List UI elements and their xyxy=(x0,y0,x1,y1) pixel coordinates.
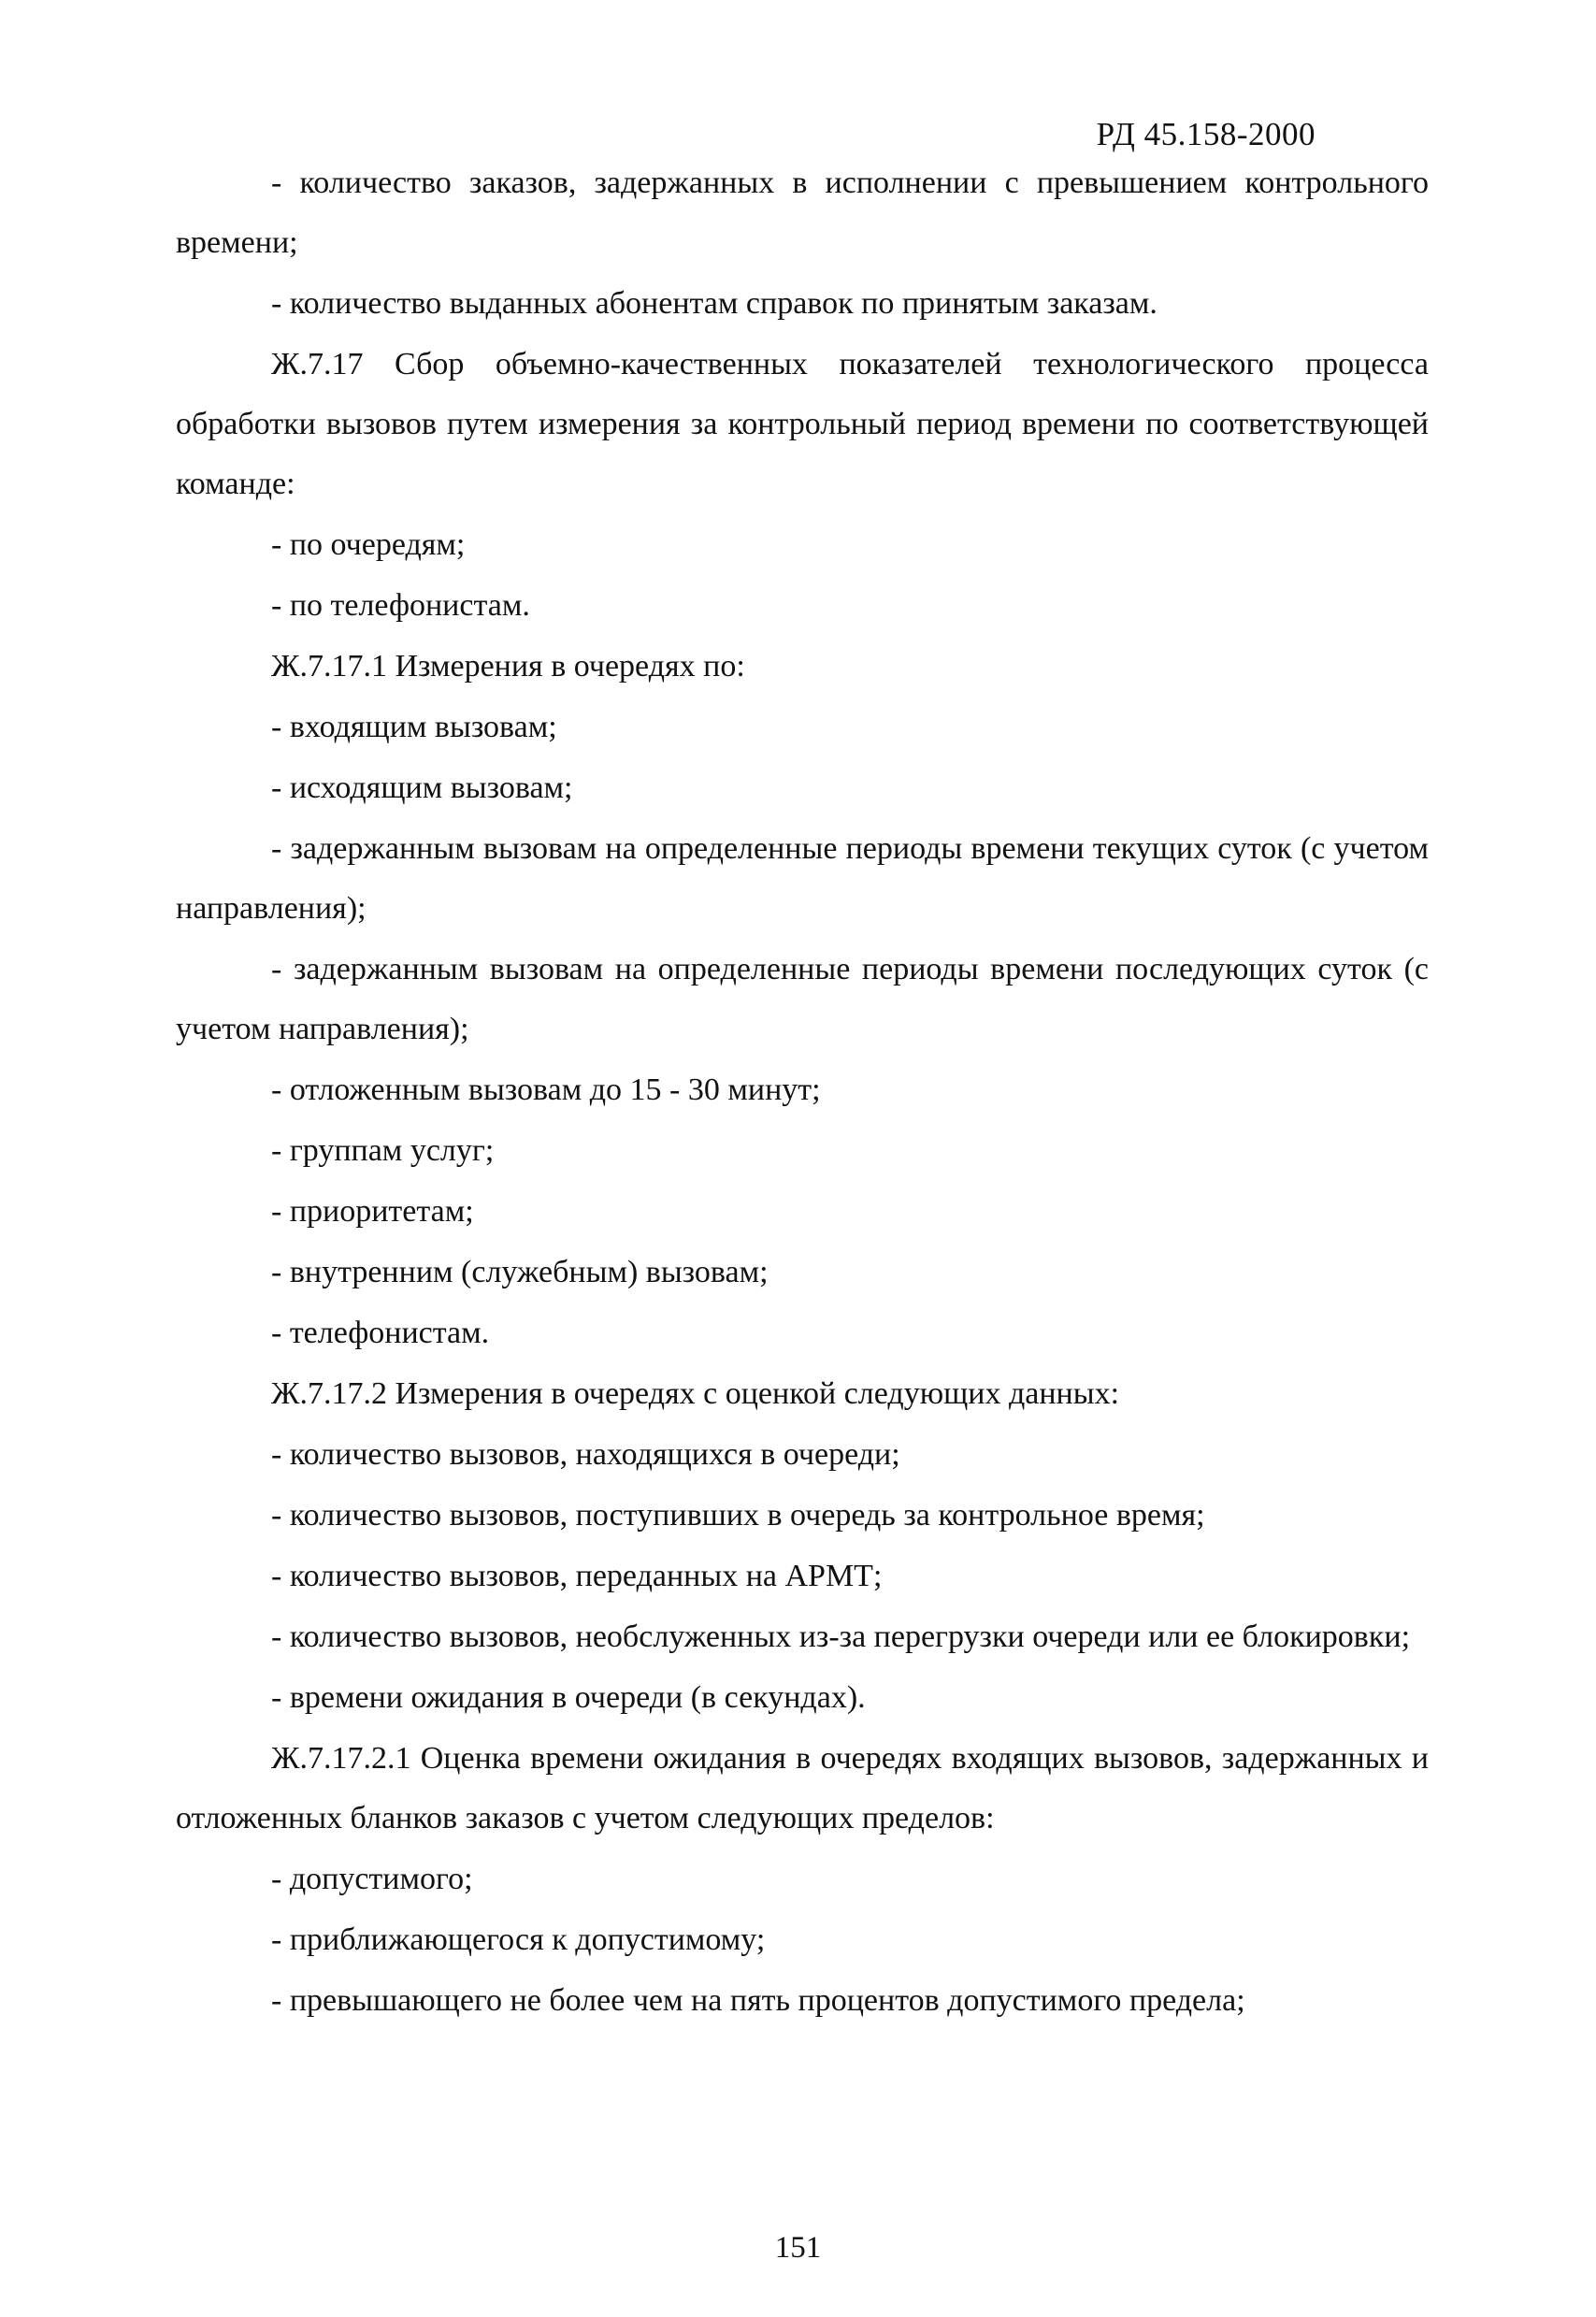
section-heading: Ж.7.17.2.1 Оценка времени ожидания в очередях входящих вызовов, задержанных и отложенных бланков заказов с учетом следующих пределов: xyxy=(176,1741,1429,1835)
paragraph: - входящим вызовам; xyxy=(271,710,557,744)
paragraph: - допустимого; xyxy=(271,1862,473,1896)
document-body xyxy=(176,153,1429,2032)
paragraph: - количество вызовов, переданных на АРМТ; xyxy=(271,1559,883,1593)
paragraph: - телефонистам. xyxy=(271,1316,490,1350)
document-code-header: РД 45.158-2000 xyxy=(1096,116,1316,152)
paragraph: - количество вызовов, необслуженных из-за перегрузки очереди или ее блокировки; xyxy=(271,1619,1411,1654)
paragraph: - превышающего не более чем на пять процентов допустимого предела; xyxy=(271,1983,1245,2018)
paragraph: - по очередям; xyxy=(271,527,466,562)
paragraph: - отложенным вызовам до 15 - 30 минут; xyxy=(271,1072,821,1107)
paragraph: - приближающегося к допустимому; xyxy=(271,1922,766,1957)
page-number: 151 xyxy=(774,2231,822,2265)
paragraph: - внутренним (служебным) вызовам; xyxy=(271,1255,769,1289)
paragraph: - количество вызовов, находящихся в очереди; xyxy=(271,1437,900,1472)
paragraph: - исходящим вызовам; xyxy=(271,770,573,805)
paragraph: - по телефонистам. xyxy=(271,588,530,623)
paragraph: - приоритетам; xyxy=(271,1194,474,1229)
paragraph: - количество заказов, задержанных в исполнении с превышением контрольного времени; xyxy=(176,166,1429,260)
paragraph: - времени ожидания в очереди (в секундах). xyxy=(271,1680,866,1715)
section-heading: Ж.7.17.2 Измерения в очередях с оценкой следующих данных: xyxy=(271,1376,1120,1411)
section-heading: Ж.7.17.1 Измерения в очередях по: xyxy=(271,649,745,684)
paragraph: - количество выданных абонентам справок по принятым заказам. xyxy=(271,286,1157,321)
paragraph: - группам услуг; xyxy=(271,1133,495,1168)
paragraph: - задержанным вызовам на определенные периоды времени текущих суток (с учетом направления); xyxy=(176,831,1429,926)
paragraph: - задержанным вызовам на определенные периоды времени последующих суток (с учетом направления); xyxy=(176,952,1429,1046)
paragraph: - количество вызовов, поступивших в очередь за контрольное время; xyxy=(271,1498,1205,1533)
paragraph: Ж.7.17 Сбор объемно-качественных показателей технологического процесса обработки вызовов путем измерения за контрольный период времени по соответствующей команде: xyxy=(176,347,1429,501)
